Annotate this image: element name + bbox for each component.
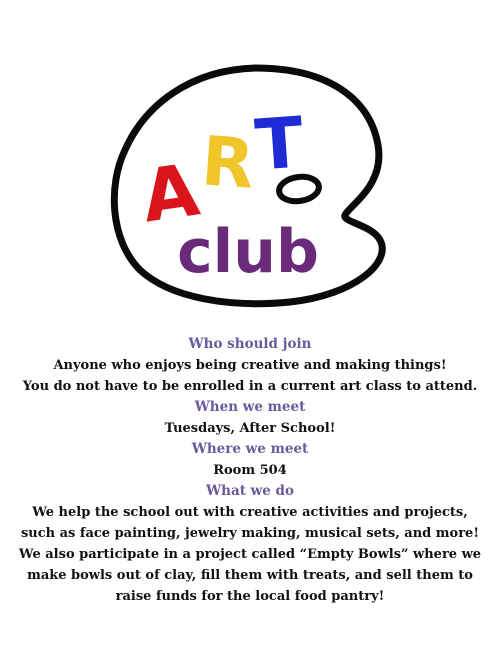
- who-line-1: Anyone who enjoys being creative and making things!: [53, 358, 447, 373]
- what-line-2: such as face painting, jewelry making, musical sets, and more!: [20, 526, 480, 541]
- flyer-content: [0, 334, 500, 607]
- what-line-5: raise funds for the local food pantry!: [115, 589, 385, 604]
- section-when-we-meet: [0, 397, 500, 439]
- logo-letter-t: T: [252, 101, 306, 187]
- what-line-1: We help the school out with creative activities and projects,: [32, 505, 468, 520]
- heading-what-we-do: What we do: [205, 483, 294, 499]
- what-line-4: make bowls out of clay, fill them with treats, and sell them to: [27, 568, 473, 583]
- who-line-2: You do not have to be enrolled in a current art class to attend.: [22, 379, 478, 394]
- section-where-we-meet: [0, 439, 500, 481]
- logo-letter-a: A: [136, 147, 204, 239]
- what-line-3: We also participate in a project called “Empty Bowls” where we: [18, 547, 482, 562]
- when-line-1: Tuesdays, After School!: [164, 421, 336, 436]
- logo-word-club: club: [177, 217, 319, 287]
- heading-when-we-meet: When we meet: [194, 399, 306, 415]
- heading-where-we-meet: Where we meet: [191, 441, 309, 457]
- where-line-1: Room 504: [213, 463, 287, 478]
- section-what-we-do: [0, 481, 500, 607]
- section-who-should-join: [0, 334, 500, 397]
- logo-letter-r: R: [198, 122, 257, 205]
- what-paragraph: [0, 502, 500, 607]
- heading-who-should-join: Who should join: [188, 336, 312, 352]
